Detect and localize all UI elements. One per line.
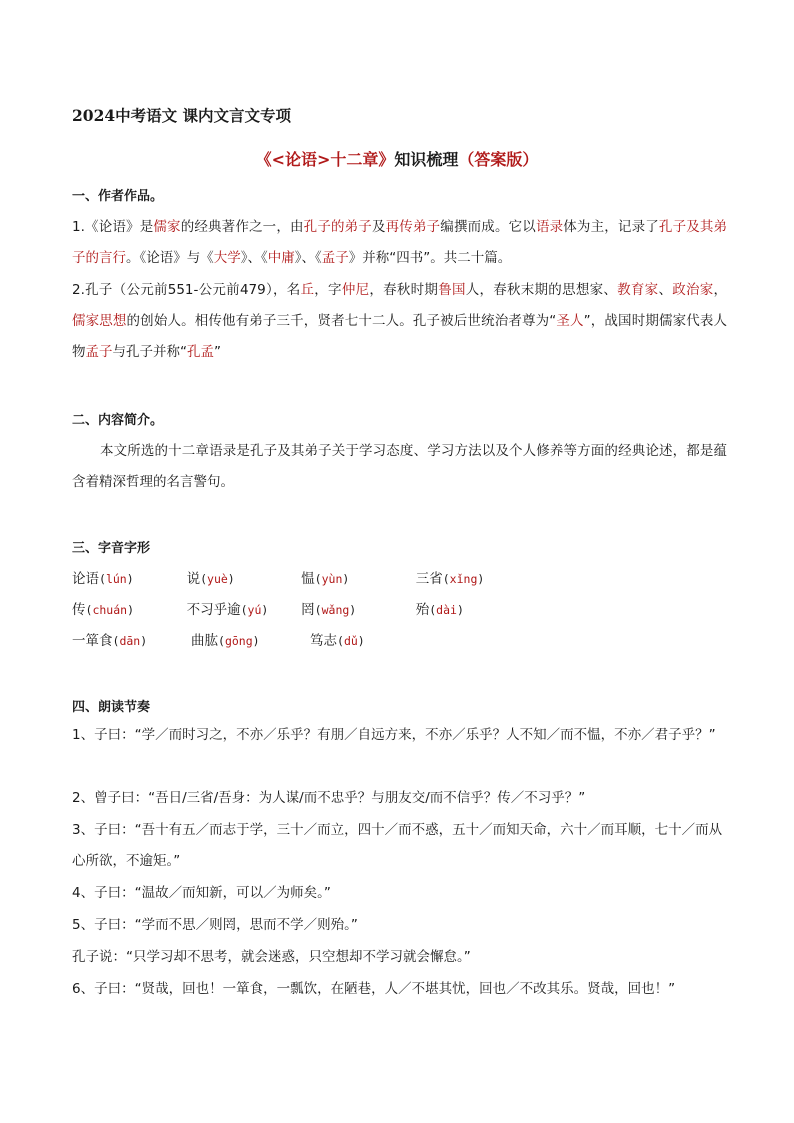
vocab-item	[72, 598, 187, 618]
answer-highlight: 孔子的弟子	[303, 219, 372, 235]
vocab-item	[72, 629, 191, 649]
text-run: 及	[371, 219, 386, 235]
vocab-pinyin: (yú)	[240, 602, 269, 617]
vocab-row	[72, 561, 512, 592]
rhythm-item-1: 1、子曰：“学／而时习之，不亦／乐乎？有朋／自远方来，不亦／乐乎？人不知／而不愠，不亦／君子乎？”	[72, 727, 716, 743]
title-main: 知识梳理	[394, 150, 459, 169]
text-run: 》、《	[240, 250, 268, 266]
vocab-word: 说	[186, 570, 201, 587]
text-run: ，字	[314, 282, 342, 298]
summary-paragraph: 本文所选的十二章语录是孔子及其弟子关于学习态度、学习方法以及个人修养等方面的经典论述，都是蕴含着精深哲理的名言警句。	[72, 443, 727, 490]
answer-highlight: 语录	[535, 219, 564, 235]
vocab-pinyin: (xǐng)	[442, 571, 485, 586]
text-run: 与孔子并称“	[112, 344, 187, 360]
text-run: 1.《论语》是	[72, 219, 154, 235]
vocab-row	[72, 592, 512, 623]
section-heading-summary: 二、内容简介。	[72, 413, 164, 428]
vocab-pinyin: (dǔ)	[337, 633, 365, 648]
title-suffix: （答案版）	[458, 150, 539, 169]
rhythm-item-3: 3、子曰：“吾十有五／而志于学，三十／而立，四十／而不惑，五十／而知天命，六十／而耳顺，七十／而从心所欲，不逾矩。”	[72, 822, 723, 869]
author-paragraph-1	[72, 212, 727, 274]
vocab-item	[301, 598, 416, 618]
author-paragraph-2	[72, 275, 727, 368]
section-heading-author: 一、作者作品。	[72, 189, 164, 204]
vocab-pinyin: (dān)	[112, 633, 148, 648]
section-heading-vocab: 三、字音字形	[72, 541, 151, 556]
vocab-pinyin: (yuè)	[200, 571, 235, 586]
vocab-item	[187, 598, 302, 618]
answer-highlight: 儒家思想	[72, 313, 127, 329]
vocab-word: 三省	[415, 570, 443, 587]
answer-highlight: 再传弟子	[385, 219, 441, 235]
vocab-item	[191, 629, 310, 649]
vocab-word: 不习乎逾	[186, 601, 241, 618]
text-run: 的创始人。相传他有弟子三千，贤者七十二人。孔子被后世统治者尊为“	[126, 313, 557, 329]
text-run: 2.孔子（公元前551-公元前479），名	[72, 282, 301, 298]
answer-highlight: 政治家	[672, 282, 714, 298]
vocab-row	[72, 623, 512, 654]
doc-header: 2024中考语文 课内文言文专项	[72, 106, 292, 125]
answer-highlight: 孔孟	[187, 344, 214, 360]
vocab-table	[72, 561, 512, 654]
answer-highlight: 大学	[213, 250, 241, 266]
vocab-word: 传	[72, 601, 86, 618]
vocab-item	[72, 567, 187, 587]
text-run: 人，春秋末期的思想家、	[465, 282, 618, 298]
answer-highlight: 教育家	[617, 282, 659, 298]
text-run: 》、《	[294, 250, 322, 266]
text-run: ，春秋时期	[369, 282, 439, 298]
answer-highlight: 中庸	[267, 250, 295, 266]
text-run: 体为主，记录了	[563, 219, 659, 235]
vocab-item	[416, 567, 512, 587]
title-book-name: 《<论语>十二章》	[255, 150, 395, 169]
answer-highlight: 孔子及其弟子的言行	[72, 219, 728, 266]
vocab-pinyin: (wǎng)	[314, 602, 357, 617]
vocab-item	[310, 629, 429, 649]
answer-highlight: 儒家	[153, 219, 181, 235]
text-run: ，	[713, 282, 727, 298]
vocab-word: 罔	[301, 601, 315, 618]
vocab-item	[416, 598, 512, 618]
answer-highlight: 鲁国	[438, 282, 466, 298]
text-run: 》并称“四书”。共二十篇。	[348, 250, 512, 266]
vocab-word: 论语	[72, 570, 99, 587]
vocab-word: 一箪食	[72, 632, 113, 649]
rhythm-translation: 孔子说：“只学习却不思考，就会迷惑，只空想却不学习就会懈怠。”	[72, 949, 471, 965]
text-run: ”，战国时期儒家代表人物	[72, 313, 728, 360]
vocab-word: 愠	[301, 570, 315, 587]
section-heading-rhythm: 四、朗读节奏	[72, 700, 151, 715]
rhythm-item-5: 5、子曰：“学而不思／则罔，思而不学／则殆。”	[72, 917, 358, 933]
rhythm-item-6: 6、子曰：“贤哉，回也！一箪食，一瓢饮，在陋巷，人／不堪其忧，回也／不改其乐。贤哉，回也！”	[72, 981, 676, 997]
doc-title	[0, 147, 794, 170]
vocab-word: 曲肱	[191, 632, 218, 649]
text-run: 的经典著作之一，由	[180, 219, 304, 235]
text-run: 编撰而成。它以	[440, 219, 536, 235]
vocab-item	[187, 567, 302, 587]
answer-highlight: 孟子	[85, 344, 113, 360]
vocab-pinyin: (dài)	[429, 602, 464, 617]
answer-highlight: 圣人	[556, 313, 584, 329]
answer-highlight: 丘	[300, 282, 315, 298]
vocab-pinyin: (chuán)	[85, 602, 134, 617]
vocab-word: 殆	[415, 601, 430, 618]
rhythm-item-4: 4、子曰：“温故／而知新，可以／为师矣。”	[72, 885, 331, 901]
rhythm-item-2: 2、曾子曰：“吾日/三省/吾身：为人谋/而不忠乎？与朋友交/而不信乎？传／不习乎？”	[72, 790, 586, 806]
vocab-pinyin: (lún)	[99, 571, 134, 586]
answer-highlight: 仲尼	[341, 282, 370, 298]
text-run: 。《论语》与《	[126, 250, 214, 266]
vocab-pinyin: (yùn)	[314, 571, 350, 586]
text-run: ”	[214, 344, 221, 360]
vocab-pinyin: (gōng)	[218, 633, 260, 648]
vocab-word: 笃志	[310, 632, 337, 649]
text-run: 、	[658, 282, 673, 298]
answer-highlight: 孟子	[321, 250, 349, 266]
vocab-item	[301, 567, 416, 587]
